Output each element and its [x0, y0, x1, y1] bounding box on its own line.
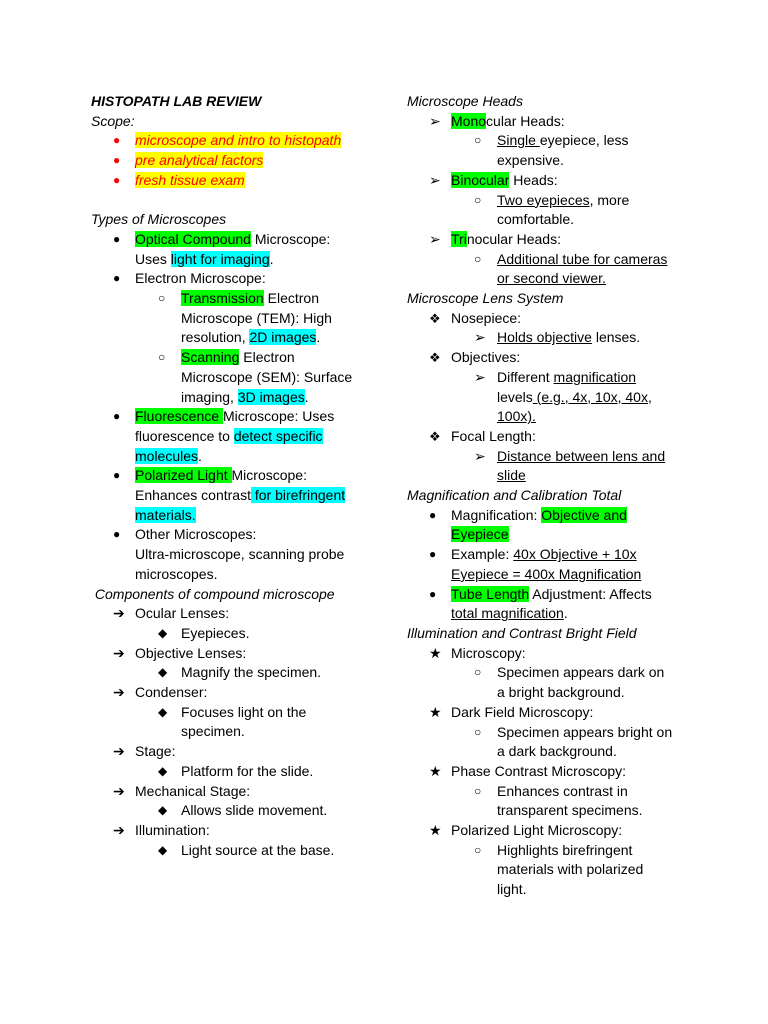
circle-bullet-icon: ○: [474, 133, 482, 148]
mag-item: ● Example: 40x Objective + 10x Eyepiece = 400x Magnification: [429, 546, 642, 582]
component-sub-item: ◆ Allows slide movement.: [91, 801, 391, 821]
bullet-icon: ●: [113, 468, 121, 483]
components-heading: Components of compound microscope: [91, 585, 335, 602]
scope-item: ● pre analytical factors: [91, 151, 391, 171]
diamond-icon: ◆: [158, 803, 168, 818]
diamond-icon: ◆: [158, 665, 168, 680]
bullet-icon: ●: [113, 133, 121, 148]
bullet-icon: ●: [429, 547, 437, 562]
diamond-icon: ◆: [158, 763, 168, 778]
arrow-right-icon: ➔: [113, 782, 125, 799]
right-column: [407, 92, 707, 900]
arrowhead-icon: ➢: [429, 112, 441, 129]
four-diamond-icon: ❖: [429, 310, 441, 326]
circle-bullet-icon: ○: [158, 350, 166, 365]
illum-item: ★ Polarized Light Microscopy:: [407, 821, 707, 841]
bullet-icon: ●: [113, 153, 121, 168]
arrow-right-icon: ➔: [113, 743, 125, 760]
arrow-right-icon: ➔: [113, 644, 125, 661]
arrowhead-icon: ➢: [429, 171, 441, 188]
diamond-icon: ◆: [158, 625, 168, 640]
lens-item-objectives: ❖ Objectives:: [407, 348, 707, 368]
diamond-icon: ◆: [158, 704, 168, 719]
bullet-icon: ●: [113, 231, 121, 246]
star-icon: ★: [429, 822, 442, 839]
illum-sub-item: ○ Enhances contrast in transparent specimens.: [474, 782, 643, 819]
head-item-trino: ➢ Trinocular Heads:: [407, 230, 707, 250]
component-sub-item: ◆ Light source at the base.: [91, 841, 391, 861]
circle-bullet-icon: ○: [474, 665, 482, 680]
circle-bullet-icon: ○: [474, 251, 482, 266]
mag-item: ● Magnification: Objective and Eyepiece: [429, 506, 627, 543]
illumination-heading: Illumination and Contrast Bright Field: [407, 624, 637, 641]
star-icon: ★: [429, 644, 442, 661]
illum-sub-item: ○ Specimen appears bright on a dark background.: [474, 723, 673, 760]
bullet-icon: ●: [113, 527, 121, 542]
head-item-bino: ➢ Binocular Heads:: [407, 171, 707, 191]
list-item-electron: ● Electron Microscope:: [91, 269, 391, 289]
bullet-icon: ●: [429, 507, 437, 522]
illum-sub-item: ○ Specimen appears dark on a bright background.: [474, 664, 665, 701]
lens-sub-item: ➢ Different magnification levels (e.g., 4x, 10x, 40x, 100x).: [474, 368, 652, 425]
component-item: ➔ Illumination:: [91, 821, 391, 841]
bullet-icon: ●: [113, 172, 121, 187]
scope-item: ● fresh tissue exam: [91, 171, 391, 191]
four-diamond-icon: ❖: [429, 350, 441, 366]
arrowhead-icon: ➢: [474, 329, 486, 346]
arrow-right-icon: ➔: [113, 684, 125, 701]
component-item: ➔ Objective Lenses:: [91, 644, 391, 664]
head-sub-item: ○ Single eyepiece, less expensive.: [474, 132, 629, 169]
illum-item: ★ Dark Field Microscopy:: [407, 703, 707, 723]
circle-bullet-icon: ○: [474, 724, 482, 739]
component-item: ➔ Mechanical Stage:: [91, 782, 391, 802]
arrowhead-icon: ➢: [474, 368, 486, 385]
star-icon: ★: [429, 703, 442, 720]
list-item-polarized: ● Polarized Light Microscope: Enhances contrast for birefringent materials.: [113, 467, 346, 523]
component-sub-item: ◆ Eyepieces.: [91, 624, 391, 644]
bullet-icon: ●: [113, 409, 121, 424]
arrow-right-icon: ➔: [113, 605, 125, 622]
illum-item: ★ Phase Contrast Microscopy:: [407, 762, 707, 782]
head-item-mono: ➢ Monocular Heads:: [407, 112, 707, 132]
circle-bullet-icon: ○: [158, 291, 166, 306]
lens-heading: Microscope Lens System: [407, 290, 564, 307]
lens-item-focal: ❖ Focal Length:: [407, 427, 707, 447]
component-item: ➔ Condenser:: [91, 683, 391, 703]
heads-heading: Microscope Heads: [407, 93, 523, 109]
bullet-icon: ●: [113, 271, 121, 286]
arrowhead-icon: ➢: [429, 230, 441, 247]
head-sub-item: ○ Additional tube for cameras or second viewer.: [474, 250, 668, 287]
list-item-fluorescence: ● Fluorescence Microscope: Uses fluorescence to detect specific molecules.: [113, 408, 335, 464]
component-sub-item: ◆ Focuses light on the specimen.: [158, 703, 307, 740]
list-item-other: ● Other Microscopes: Ultra-microscope, scanning probe microscopes.: [113, 526, 345, 582]
component-item: ➔ Stage:: [91, 742, 391, 762]
lens-sub-item: ➢ Holds objective lenses.: [407, 328, 707, 348]
scope-item: ● microscope and intro to histopath: [91, 131, 391, 151]
component-item: ➔ Ocular Lenses:: [91, 604, 391, 624]
four-diamond-icon: ❖: [429, 428, 441, 444]
circle-bullet-icon: ○: [474, 192, 482, 207]
lens-item-nosepiece: ❖ Nosepiece:: [407, 309, 707, 329]
head-sub-item: ○ Two eyepieces, more comfortable.: [474, 191, 630, 228]
magnification-heading: Magnification and Calibration Total: [407, 487, 622, 504]
list-item-optical: ● Optical Compound Microscope: Uses light for imaging.: [113, 230, 331, 267]
component-sub-item: ◆ Platform for the slide.: [91, 762, 391, 782]
lens-sub-item: ➢ Distance between lens and slide: [474, 447, 666, 484]
document-title: HISTOPATH LAB REVIEW: [91, 93, 262, 109]
mag-item: ● Tube Length Adjustment: Affects total magnification.: [429, 585, 652, 622]
circle-bullet-icon: ○: [474, 783, 482, 798]
arrowhead-icon: ➢: [474, 447, 486, 464]
arrow-right-icon: ➔: [113, 822, 125, 838]
bullet-icon: ●: [429, 586, 437, 601]
diamond-icon: ◆: [158, 842, 168, 857]
illum-item: ★ Microscopy:: [407, 644, 707, 664]
illum-sub-item: ○ Highlights birefringent materials with polarized light.: [474, 841, 644, 898]
left-column: [91, 92, 391, 860]
star-icon: ★: [429, 762, 442, 779]
circle-bullet-icon: ○: [474, 842, 482, 857]
scope-label: Scope:: [91, 112, 135, 129]
component-sub-item: ◆ Magnify the specimen.: [91, 663, 391, 683]
list-item-sem: ○ Scanning Electron Microscope (SEM): Surface imaging, 3D images.: [158, 349, 353, 405]
types-heading: Types of Microscopes: [91, 211, 227, 228]
list-item-tem: ○ Transmission Electron Microscope (TEM): High resolution, 2D images.: [158, 290, 332, 346]
